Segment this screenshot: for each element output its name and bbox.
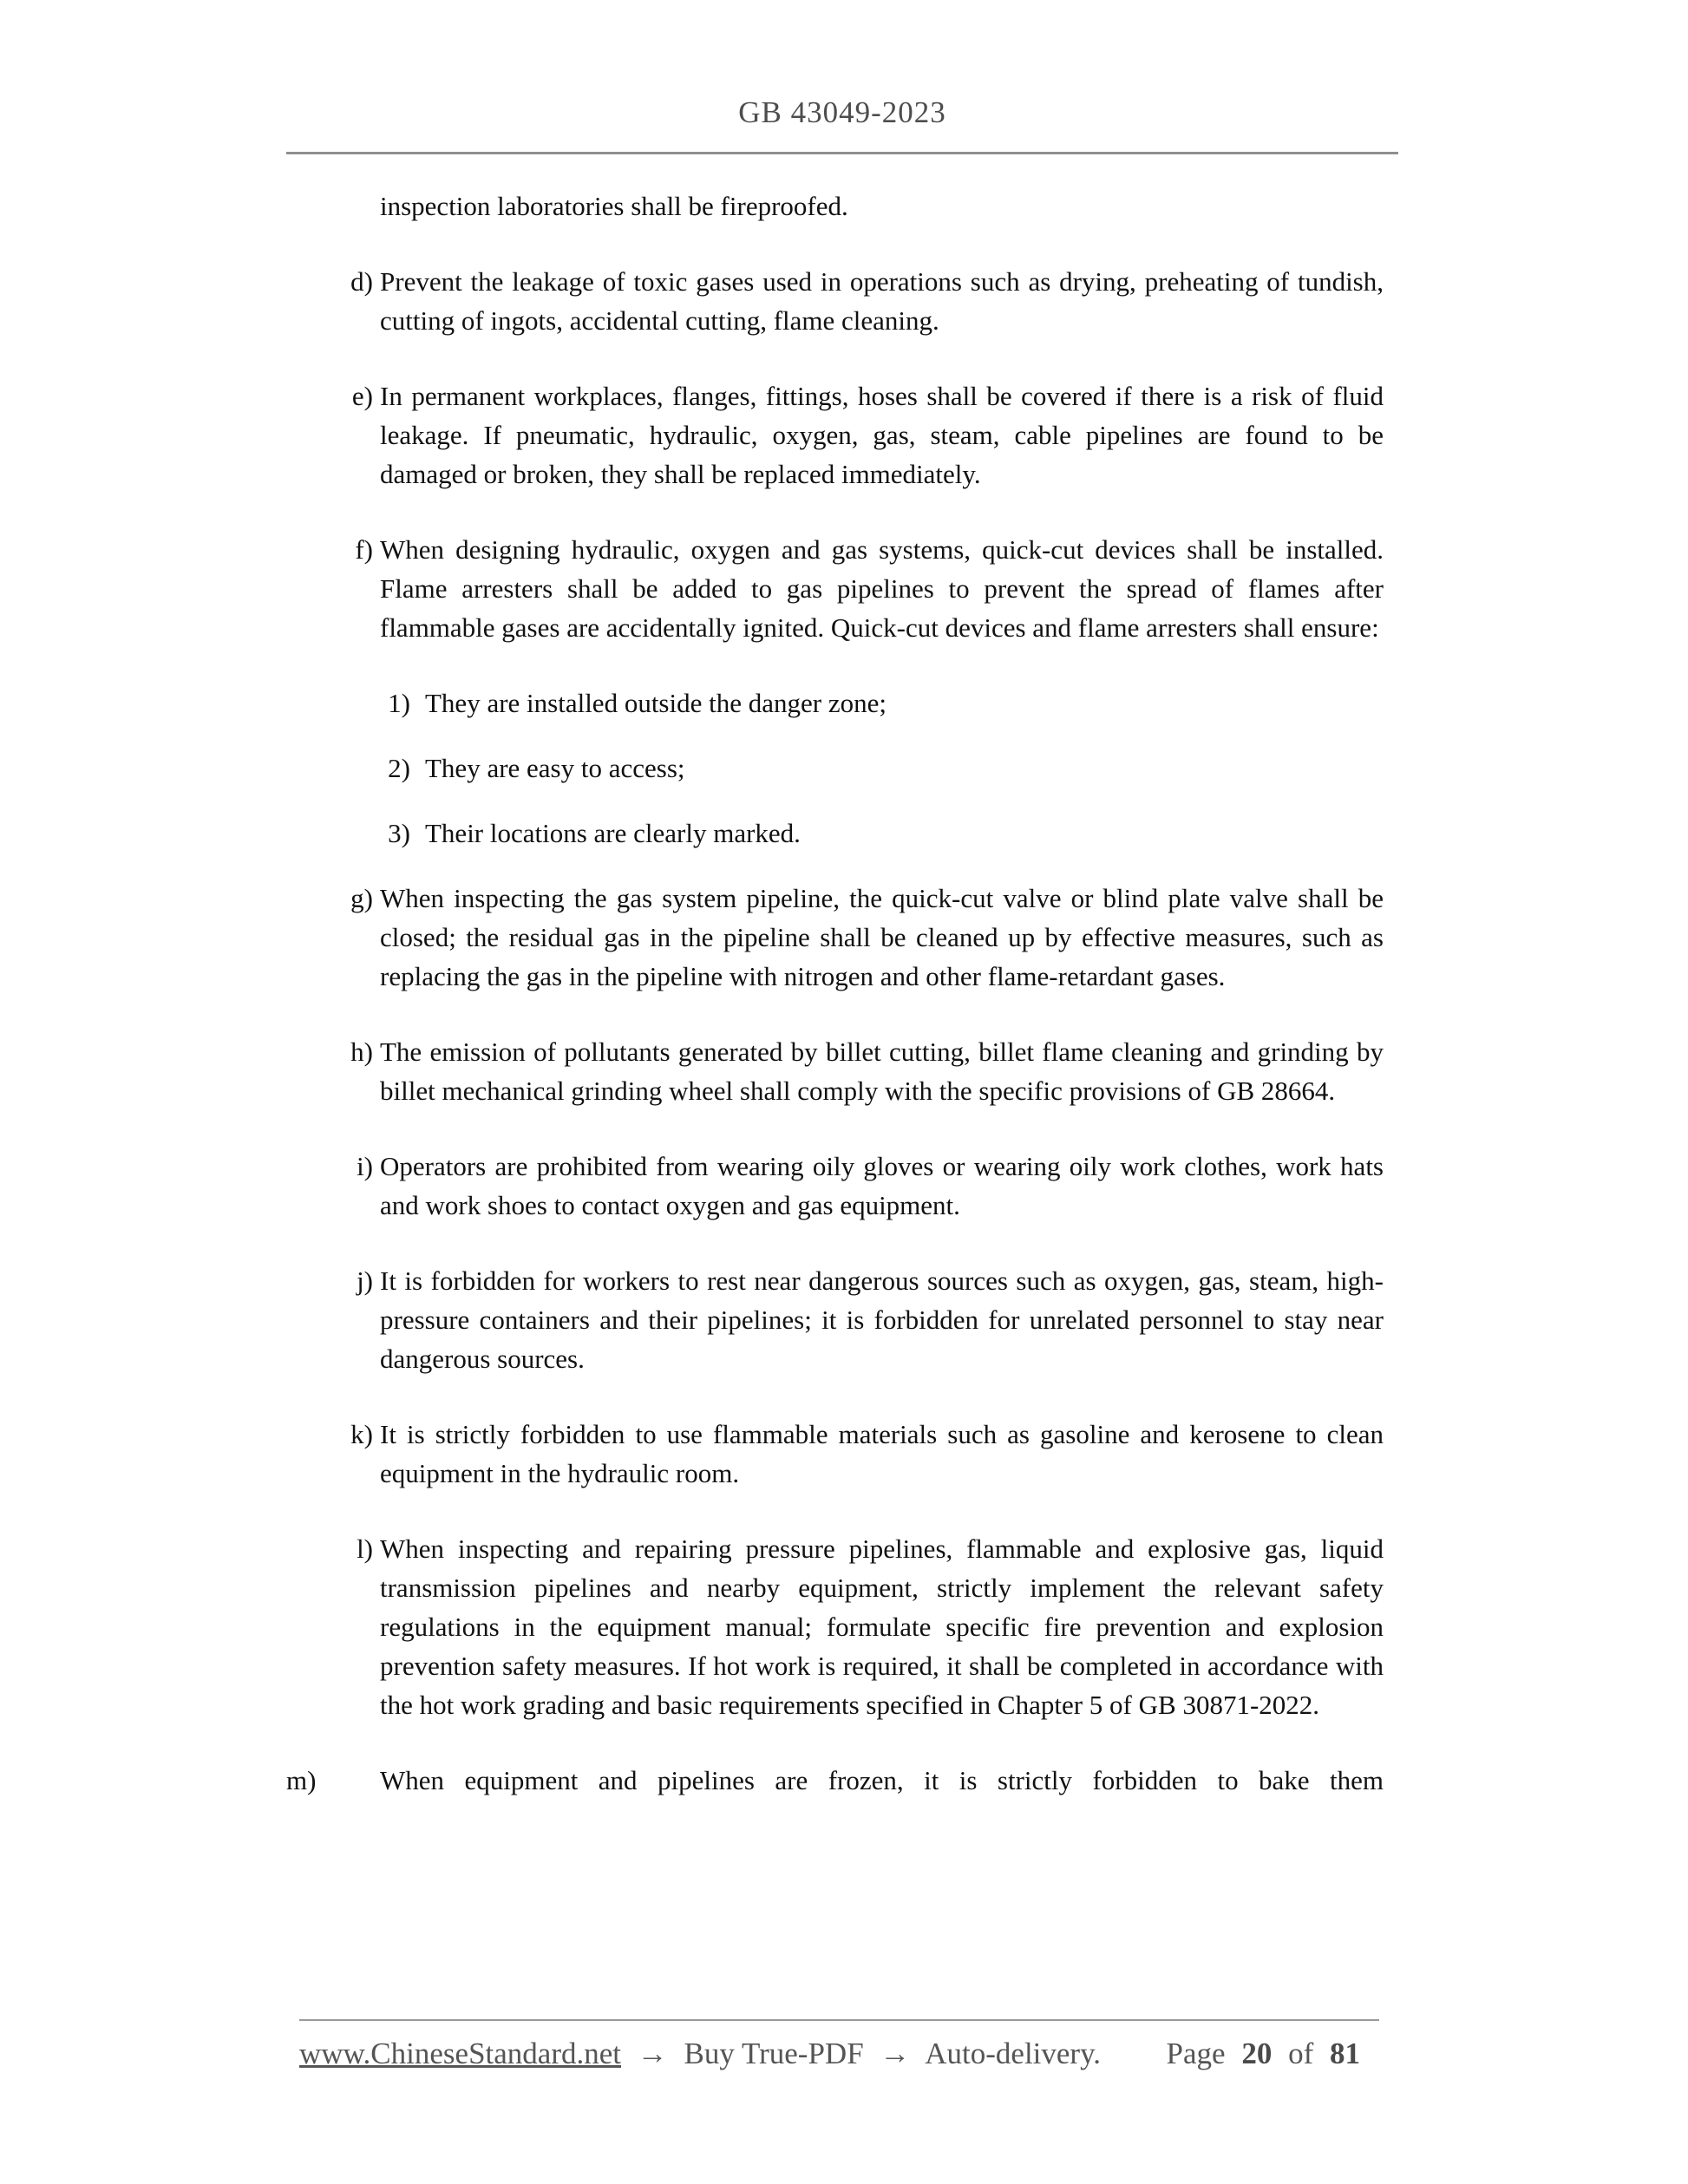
page-header-title: GB 43049-2023 xyxy=(738,95,946,129)
paragraph-text: They are installed outside the danger zone; xyxy=(425,688,887,718)
paragraph-item-m xyxy=(286,1761,1384,1800)
paragraph-subitem-1 xyxy=(286,683,1384,723)
paragraph-item-h xyxy=(286,1032,1384,1110)
item-marker: l) xyxy=(357,1533,373,1564)
paragraph-item-f xyxy=(286,530,1384,647)
item-marker: h) xyxy=(350,1036,373,1067)
website-link[interactable]: www.ChineseStandard.net xyxy=(299,2037,621,2070)
page-label: Page xyxy=(1166,2037,1226,2070)
paragraph-subitem-3 xyxy=(286,814,1384,853)
header-divider xyxy=(286,152,1398,154)
paragraph-item-g xyxy=(286,879,1384,996)
paragraph-subitem-2 xyxy=(286,749,1384,788)
paragraph-text: inspection laboratories shall be fireproofed. xyxy=(380,191,848,221)
paragraph-text: The emission of pollutants generated by billet cutting, billet flame cleaning and grinding by billet mechanical grinding wheel shall comply with the specific provisions of GB 28664. xyxy=(380,1036,1384,1106)
item-marker: e) xyxy=(351,381,373,411)
item-marker: f) xyxy=(355,534,373,565)
item-marker: 3) xyxy=(388,818,410,848)
paragraph-item-i xyxy=(286,1147,1384,1225)
paragraph-text: In permanent workplaces, flanges, fittings, hoses shall be covered if there is a risk of fluid leakage. If pneumatic, hydraulic, oxygen, gas, steam, cable pipelines are found to be damaged or broken, they shall be replaced immediately. xyxy=(380,381,1384,489)
paragraph-item-k xyxy=(286,1415,1384,1493)
arrow-right-icon: → xyxy=(880,2037,911,2070)
item-marker: k) xyxy=(350,1419,373,1449)
item-marker: m) xyxy=(286,1765,317,1795)
item-marker: g) xyxy=(350,883,373,913)
arrow-right-icon: → xyxy=(637,2037,668,2070)
buy-true-pdf-label: Buy True-PDF xyxy=(684,2037,864,2070)
page-total: 81 xyxy=(1330,2037,1360,2070)
document-body xyxy=(286,186,1384,1800)
paragraph-text: When inspecting the gas system pipeline, the quick-cut valve or blind plate valve shall be closed; the residual gas in the pipeline shall be cleaned up by effective measures, such as replacing the gas in the pipeline with nitrogen and other flame-retardant gases. xyxy=(380,883,1384,991)
item-marker: 1) xyxy=(388,688,410,718)
paragraph-text: When inspecting and repairing pressure pipelines, flammable and explosive gas, liquid transmission pipelines and nearby equipment, strictly implement the relevant safety regulations in the equipment manual; formulate specific fire prevention and explosion prevention safety measures. If hot work is required, it shall be completed in accordance with the hot work grading and basic requirements specified in Chapter 5 of GB 30871-2022. xyxy=(380,1533,1384,1720)
page-indicator xyxy=(1167,2037,1369,2071)
item-marker: d) xyxy=(350,266,373,297)
paragraph-text: It is forbidden for workers to rest near dangerous sources such as oxygen, gas, steam, high-pressure containers and their pipelines; it is forbidden for unrelated personnel to stay near dangerous sources. xyxy=(380,1265,1384,1374)
paragraph-item-j xyxy=(286,1261,1384,1378)
footer-source-line xyxy=(299,2037,1109,2071)
paragraph-text: When equipment and pipelines are frozen, it is strictly forbidden to bake them xyxy=(380,1765,1384,1795)
paragraph-text: Operators are prohibited from wearing oily gloves or wearing oily work clothes, work hats and work shoes to contact oxygen and gas equipment. xyxy=(380,1151,1384,1220)
paragraph-item-d xyxy=(286,262,1384,340)
paragraph-text: Prevent the leakage of toxic gases used in operations such as drying, preheating of tundish, cutting of ingots, accidental cutting, flame cleaning. xyxy=(380,266,1384,336)
auto-delivery-label: Auto-delivery. xyxy=(925,2037,1102,2070)
footer-divider xyxy=(299,2019,1379,2021)
paragraph-continuation xyxy=(286,186,1384,226)
item-marker: i) xyxy=(357,1151,373,1181)
paragraph-text: Their locations are clearly marked. xyxy=(425,818,801,848)
item-marker: j) xyxy=(357,1265,373,1296)
paragraph-text: It is strictly forbidden to use flammable materials such as gasoline and kerosene to clean equipment in the hydraulic room. xyxy=(380,1419,1384,1488)
page-footer xyxy=(299,2037,1369,2071)
paragraph-item-l xyxy=(286,1529,1384,1724)
paragraph-item-e xyxy=(286,376,1384,494)
of-label: of xyxy=(1288,2037,1314,2070)
paragraph-text: They are easy to access; xyxy=(425,753,685,783)
item-marker: 2) xyxy=(388,753,410,783)
page-number: 20 xyxy=(1241,2037,1273,2070)
paragraph-text: When designing hydraulic, oxygen and gas systems, quick-cut devices shall be installed. Flame arresters shall be added to gas pipelines to prevent the spread of flames after flammable gases are accidentally ignited. Quick-cut devices and flame arresters shall ensure: xyxy=(380,534,1384,643)
